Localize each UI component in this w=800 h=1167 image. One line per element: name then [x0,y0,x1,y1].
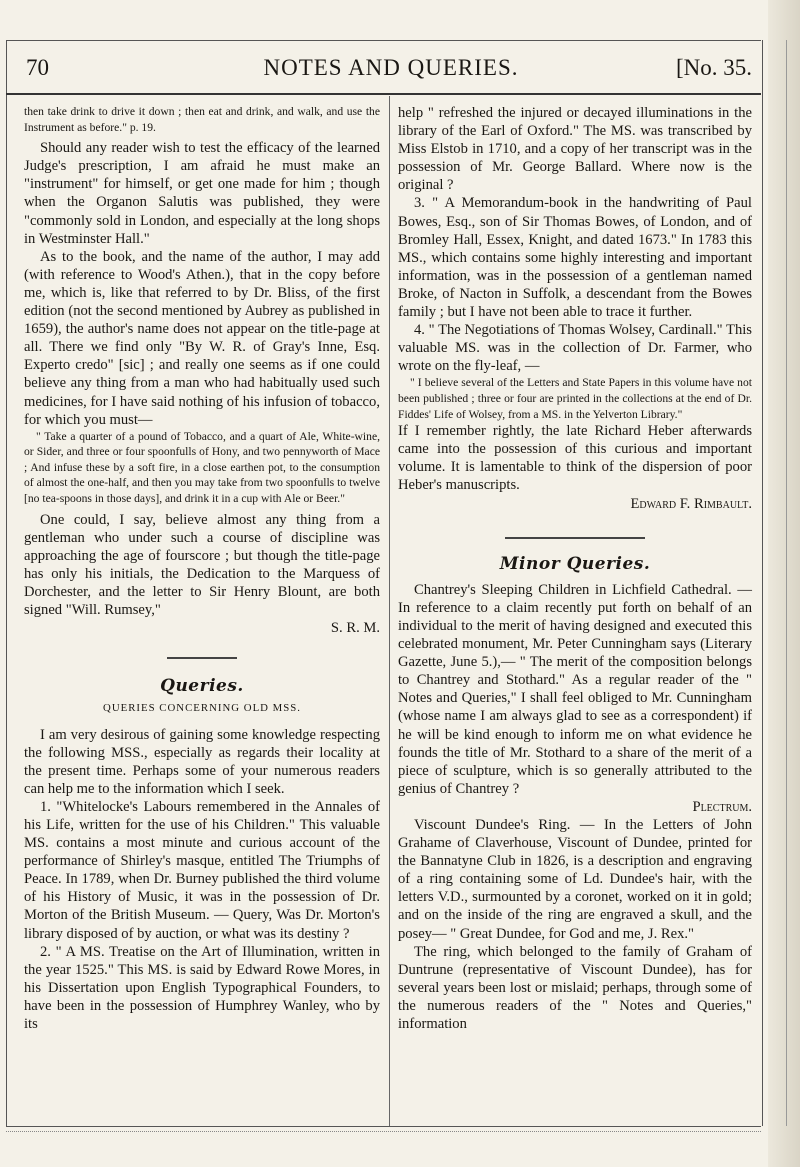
top-rule [6,40,761,41]
page-edge [768,0,800,1167]
left-column [24,104,380,1033]
block-quote: " I believe several of the Letters and State Papers in this volume have not been published ; three or four are printed in the collections at the end of Dr. Fiddes' Life of Wolsey, from a MS. in the Yelverton Library." [398,376,752,421]
column-divider [389,96,390,1126]
paragraph: 2. " A MS. Treatise on the Art of Illumination, written in the year 1525." This MS. is said by Edward Rowe Mores, in his Dissertation upon English Typographical Founders, to have been in the possession of Humphrey Wanley, who by its [24,943,380,1032]
signature: Edward F. Rimbault. [630,495,752,512]
section-heading: Minor Queries. [499,553,651,574]
paragraph: I am very desirous of gaining some knowledge respecting the following MSS., especially as regards their locality at the present time. Perhaps some of your numerous readers can help me to the information which I seek. [24,726,380,797]
section-separator [505,537,645,539]
edge-rule [786,40,787,1126]
page-number: 70 [26,55,49,80]
paragraph: Chantrey's Sleeping Children in Lichfield Cathedral. — In reference to a claim recently put forth on behalf of an individual to the merit of having designed and executed this celebrated monument, Mr. Peter Cunningham says (Literary Gazette, June 5.),— " The merit of the composition belongs to Chantrey and Stothard." As a regular reader of the " Notes and Queries," I shall feel obliged to Mr. Cunningham (whose name I am always glad to see as a correspondent) if he will be kind enough to inform me on what evidence he founds the title of Mr. Stothard to a share of the merit of a piece of sculpture, which is so generally attributed to the genius of Chantrey ? [398,581,752,797]
paragraph: Viscount Dundee's Ring. — In the Letters of John Grahame of Claverhouse, Viscount of Dundee, printed for the Bannatyne Club in 1826, is a description and engraving of a ring containing some of Ld. Dundee's hair, with the letters V.D., surmounted by a coronet, worked on it in gold; and on the inside of the ring are engraved a skull, and the posey— " Great Dundee, for God and me, J. Rex." [398,816,752,942]
running-title: NOTES AND QUERIES. [263,55,519,80]
paragraph: One could, I say, believe almost any thing from a gentleman who under such a course of discipline was approaching the age of fourscore ; but though the title-page has only his initials, the Dedication to the Marquess of Dorchester, and the letter to Sir Henry Blount, are both signed "Will. Rumsey," [24,511,380,619]
section-subheading: QUERIES CONCERNING OLD MSS. [103,702,301,715]
signature: S. R. M. [330,620,380,637]
paragraph: then take drink to drive it down ; then eat and drink, and walk, and use the Instrument as before." p. 19. [24,105,380,134]
page-header [26,55,756,89]
right-column [398,104,752,1033]
bottom-rule [6,1126,761,1127]
section-separator [167,657,237,659]
signature: Plectrum. [692,798,752,815]
paragraph: help " refreshed the injured or decayed illuminations in the library of the Earl of Oxford." The MS. was transcribed by Miss Elstob in 1710, and a copy of her transcript was in the possession of Mr. George Ballard. Where now is the original ? [398,105,752,194]
paragraph: The ring, which belonged to the family of Graham of Duntrune (representative of Viscount Dundee), has for several years been lost or mislaid; perhaps, through some of the numerous readers of the " Notes and Queries," information [398,943,752,1032]
paragraph: 1. "Whitelocke's Labours remembered in the Annales of his Life, written for the use of his Children." This valuable MS. contains a most minute and curious account of the performance of Shirley's masque, entitled The Triumphs of Peace. In 1789, when Dr. Burney published the third volume of his History of Music, it was in the possession of Dr. Morton of the British Museum. — Query, Was Dr. Morton's library disposed of by auction, or what was its destiny ? [24,798,380,942]
header-rule [6,93,761,95]
paragraph: As to the book, and the name of the author, I may add (with reference to Wood's Athen.), that in the copy before me, which is, like that referred to by Dr. Bliss, of the first edition (not the second mentioned by Aubrey as published in 1659), the author's name does not appear on the title-page at all. There we find only "By W. R. of Gray's Inne, Esq. Experto credo" [sic] ; and really one seems as if one could believe any thing from a man who had habitually used such medicines, for I have said nothing of his infusion of tobacco, for which you must— [24,248,380,428]
section-heading: Queries. [160,676,244,697]
page-foot-rule [6,1131,761,1132]
paragraph: If I remember rightly, the late Richard Heber afterwards came into the possession of this curious and important volume. It is lamentable to think of the dispersion of poor Heber's manuscripts. [398,423,752,494]
issue-number: [No. 35. [675,55,752,80]
paragraph: 4. " The Negotiations of Thomas Wolsey, Cardinall." This valuable MS. was in the collection of Dr. Farmer, who wrote on the fly-leaf, — [398,322,752,375]
paragraph: Should any reader wish to test the efficacy of the learned Judge's prescription, I am afraid he must make an "instrument" for himself, or get one made for him ; though when the Organon Salutis was published, they were "commonly sold in London, and especially at the long shops in Westminster Hall." [24,140,380,247]
block-quote: " Take a quarter of a pound of Tobacco, and a quart of Ale, White-wine, or Sider, and three or four spoonfulls of Hony, and two pennyworth of Mace ; And infuse these by a soft fire, in a close earthen pot, to the consumption of almost the one-half, and then you may take from two spoonfulls to twelve [no tea-spoons in those days], and drink it in a cup with Ale or Beer." [24,429,380,506]
paragraph: 3. " A Memorandum-book in the handwriting of Paul Bowes, Esq., son of Sir Thomas Bowes, of London, and of Bromley Hall, Essex, Knight, and dated 1673." In 1783 this MS., which contains some highly interesting and important information, was in the possession of a gentleman named Broke, of Nacton in Suffolk, a descendant from the Bowes family ; but I have not been able to trace it further. [398,195,752,321]
